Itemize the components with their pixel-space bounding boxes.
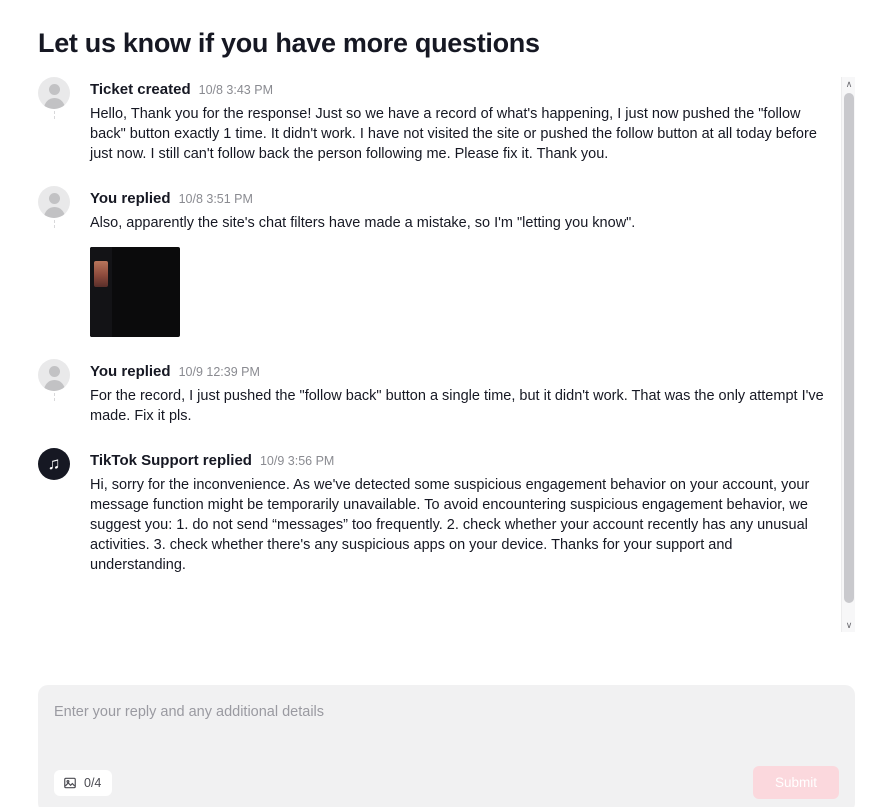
message-timestamp: 10/9 12:39 PM bbox=[178, 365, 260, 379]
avatar bbox=[38, 186, 70, 218]
avatar-body-shape bbox=[44, 207, 65, 218]
page-title: Let us know if you have more questions bbox=[38, 28, 540, 58]
avatar-head-shape bbox=[49, 193, 60, 204]
message-author: TikTok Support replied bbox=[90, 452, 252, 469]
message-header bbox=[90, 363, 825, 380]
message-body bbox=[90, 186, 825, 351]
message-timestamp: 10/8 3:51 PM bbox=[178, 192, 253, 206]
message-body bbox=[90, 77, 825, 178]
message-author: You replied bbox=[90, 363, 171, 380]
reply-input[interactable] bbox=[54, 704, 839, 720]
message-item bbox=[38, 448, 825, 597]
avatar bbox=[38, 448, 70, 480]
attachment-person-shape bbox=[94, 261, 108, 287]
avatar bbox=[38, 359, 70, 391]
message-text: Also, apparently the site's chat filters have made a mistake, so I'm "letting you know". bbox=[90, 215, 636, 231]
avatar-head-shape bbox=[49, 366, 60, 377]
thread-scroll-area[interactable] bbox=[38, 77, 855, 632]
thread-connector-line bbox=[54, 220, 55, 228]
submit-button[interactable]: Submit bbox=[753, 766, 839, 799]
scroll-up-icon[interactable]: ∧ bbox=[845, 79, 853, 89]
avatar-head-shape bbox=[49, 84, 60, 95]
message-item bbox=[38, 359, 825, 448]
message-author: Ticket created bbox=[90, 81, 191, 98]
avatar-column bbox=[38, 77, 90, 109]
message-item bbox=[38, 186, 825, 359]
avatar-column bbox=[38, 359, 90, 391]
upload-counter: 0/4 bbox=[84, 775, 102, 790]
message-attachment-thumbnail[interactable] bbox=[90, 247, 180, 337]
message-text: Hi, sorry for the inconvenience. As we've detected some suspicious engagement behavior on your account, your message function might be temporarily unavailable. To avoid encountering suspicious engagement behavior, we suggest you: 1. do not send “messages” too frequently. 2. check whether your account recently has any unusual activities. 3. check whether there's any suspicious apps on your device. Thanks for your support and understanding. bbox=[90, 477, 810, 573]
reply-composer bbox=[38, 685, 855, 807]
avatar-body-shape bbox=[44, 380, 65, 391]
avatar-column bbox=[38, 186, 90, 218]
message-header bbox=[90, 81, 825, 98]
attach-image-button[interactable] bbox=[54, 770, 112, 796]
message-body bbox=[90, 359, 825, 440]
message-timestamp: 10/8 3:43 PM bbox=[198, 83, 273, 97]
avatar bbox=[38, 77, 70, 109]
avatar-column bbox=[38, 448, 90, 480]
thread-connector-line bbox=[54, 393, 55, 401]
scrollbar-thumb[interactable] bbox=[844, 93, 854, 603]
message-body bbox=[90, 448, 825, 589]
message-item bbox=[38, 77, 825, 186]
tiktok-logo-icon: ♫ bbox=[47, 454, 61, 473]
message-header bbox=[90, 190, 825, 207]
scroll-down-icon[interactable]: ∨ bbox=[845, 620, 853, 630]
message-text: For the record, I just pushed the "follow back" button a single time, but it didn't work. That was the only attempt I've made. Fix it pls. bbox=[90, 388, 824, 424]
message-author: You replied bbox=[90, 190, 171, 207]
message-header bbox=[90, 452, 825, 469]
thread-scrollbar[interactable] bbox=[841, 77, 855, 632]
message-text: Hello, Thank you for the response! Just so we have a record of what's happening, I just now pushed the "follow back" button exactly 1 time. It didn't work. I have not visited the site or pushed the follow button at all today before just now. I still can't follow back the person following me. Please fix it. Thank you. bbox=[90, 106, 817, 162]
avatar-body-shape bbox=[44, 98, 65, 109]
message-timestamp: 10/9 3:56 PM bbox=[259, 454, 335, 468]
support-ticket-page bbox=[0, 28, 875, 807]
composer-toolbar bbox=[54, 766, 839, 799]
image-icon bbox=[63, 776, 77, 790]
thread-connector-line bbox=[54, 111, 55, 119]
conversation-thread bbox=[38, 77, 855, 632]
